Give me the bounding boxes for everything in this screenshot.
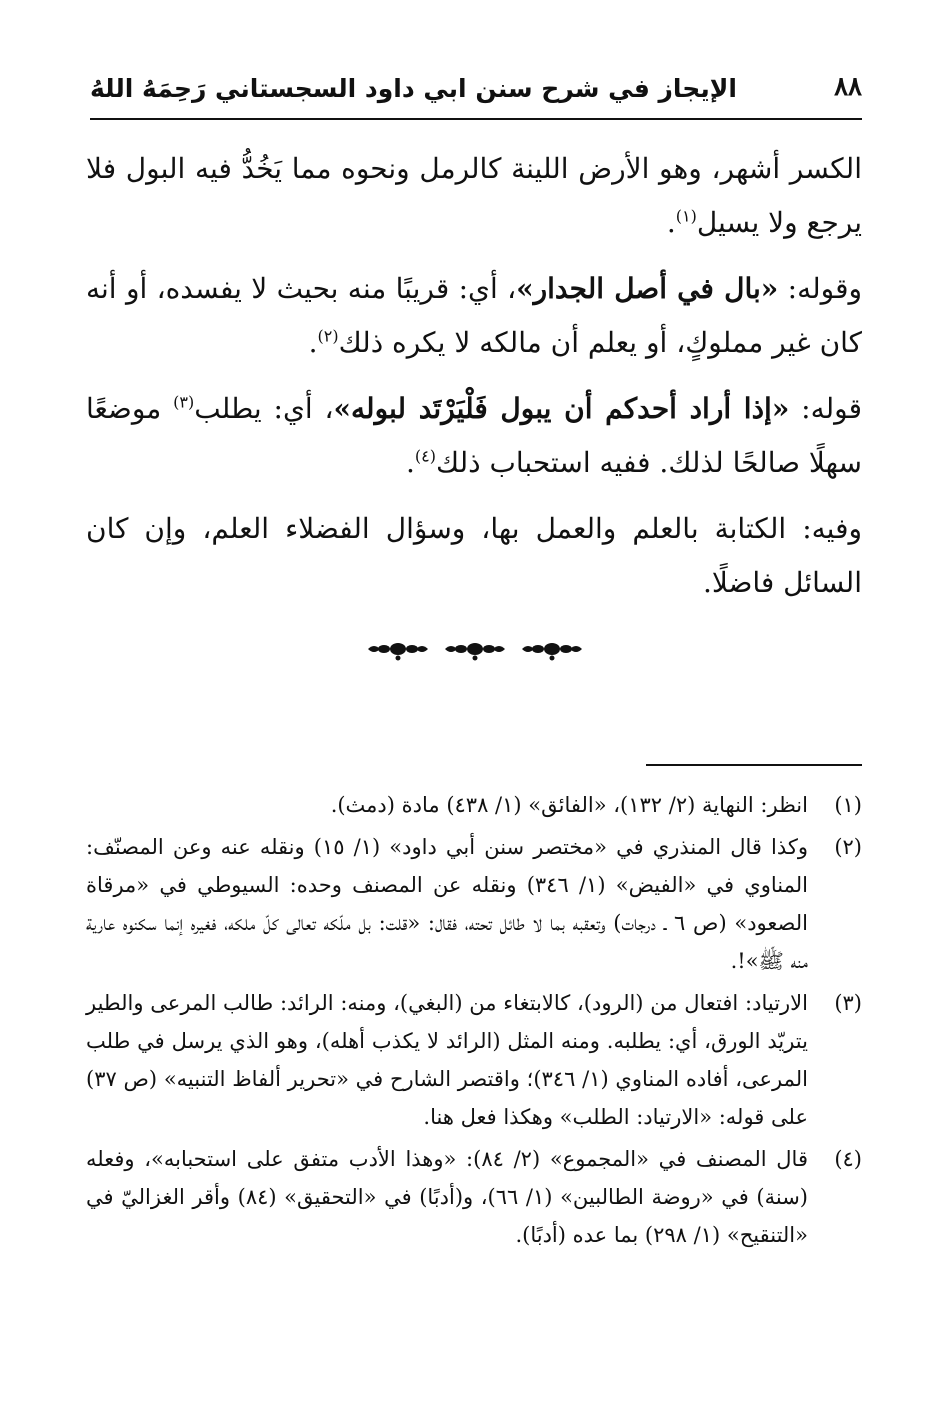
hadith-quote-1: «بال في أصل الجدار» bbox=[516, 272, 779, 305]
paragraph-3: قوله: «إذا أراد أحدكم أن يبول فَلْيَرْتَد لبوله»، أي: يطلب$^{(٣)}$ موضعًا سهلًا صالحًا لذلك. ففيه استحباب ذلك$^{(٤)}$. bbox=[86, 392, 862, 479]
header-rule bbox=[90, 118, 862, 120]
footnote-number: (١) bbox=[834, 793, 862, 817]
footnote-text: انظر: النهاية (٢/ ١٣٢)، «الفائق» (١/ ٤٣٨) مادة (دمث). bbox=[330, 793, 808, 817]
footnote-3 bbox=[86, 984, 862, 1136]
paragraph-2: وقوله: «بال في أصل الجدار»، أي: قريبًا منه بحيث لا يفسده، أو أنه كان غير مملوكٍ، أو يعلم أن مالكه لا يكره ذلك$^{(٢)}$. bbox=[86, 272, 862, 359]
footnote-number: (٢) bbox=[834, 835, 862, 859]
page-header bbox=[90, 72, 862, 112]
hadith-quote-2: «إذا أراد أحدكم أن يبول فَلْيَرْتَد لبوله» bbox=[333, 392, 790, 425]
main-text bbox=[86, 142, 862, 622]
footnote-ref-3[interactable]: (٣) bbox=[173, 392, 195, 412]
footnote-ref-2[interactable]: (٢) bbox=[317, 326, 339, 346]
footnote-ref-1[interactable]: (١) bbox=[675, 206, 697, 226]
footnote-1 bbox=[86, 786, 862, 824]
footnote-text: الارتياد: افتعال من (الرود)، كالابتغاء من (البغي)، ومنه: الرائد: طالب المرعى والطير يتريّد الورق، أي: يطلبه. ومنه المثل (الرائد لا يكذب أهله)، وهو الذي يرسل في طلب المرعى، أفاده المناوي (١/ ٣٤٦)؛ واقتصر الشارح في «تحرير ألفاظ التنبيه» (ص ٣٧) على قوله: «الارتياد: الطلب» وهكذا فعل هنا. bbox=[86, 991, 808, 1129]
page-number: ٨٨ bbox=[834, 72, 862, 102]
footnote-rule bbox=[646, 764, 862, 766]
footnote-number: (٣) bbox=[834, 991, 862, 1015]
footnote-2 bbox=[86, 828, 862, 980]
floral-divider-icon bbox=[360, 635, 590, 663]
paragraph-4: وفيه: الكتابة بالعلم والعمل بها، وسؤال الفضلاء العلم، وإن كان السائل فاضلًا. bbox=[86, 512, 862, 599]
footnote-ref-4[interactable]: (٤) bbox=[414, 446, 436, 466]
footnote-text: وكذا قال المنذري في «مختصر سنن أبي داود» (١/ ١٥) ونقله عنه وعن المصنّف: المناوي في «الفيض» (١/ ٣٤٦) ونقله عن المصنف وحده: السيوطي في «مرقاة الصعود» (ص ٦ ـ درجات) وتعقبه بما لا طائل تحته، فقال: «قلت: بل ملّكه تعالى كلّ ملكه، فغيره إنما سكنوه عارية منه ﷺ»!. bbox=[86, 835, 808, 973]
footnote-number: (٤) bbox=[834, 1147, 862, 1171]
running-title: الإيجاز في شرح سنن ابي داود السجستاني رَحِمَهُ اللهُ bbox=[90, 74, 737, 103]
footnotes bbox=[86, 786, 862, 1258]
paragraph-1: الكسر أشهر، وهو الأرض اللينة كالرمل ونحوه مما يَخُدُّ فيه البول فلا يرجع ولا يسيل$^{(١)}$. bbox=[86, 152, 862, 239]
footnote-text: قال المصنف في «المجموع» (٢/ ٨٤): «وهذا الأدب متفق على استحبابه»، وفعله (سنة) في «روضة الطالبين» (١/ ٦٦)، و(أدبًا) في «التحقيق» (٨٤) وأقر الغزاليّ في «التنقيح» (١/ ٢٩٨) بما عده (أدبًا). bbox=[86, 1147, 808, 1247]
footnote-4 bbox=[86, 1140, 862, 1254]
